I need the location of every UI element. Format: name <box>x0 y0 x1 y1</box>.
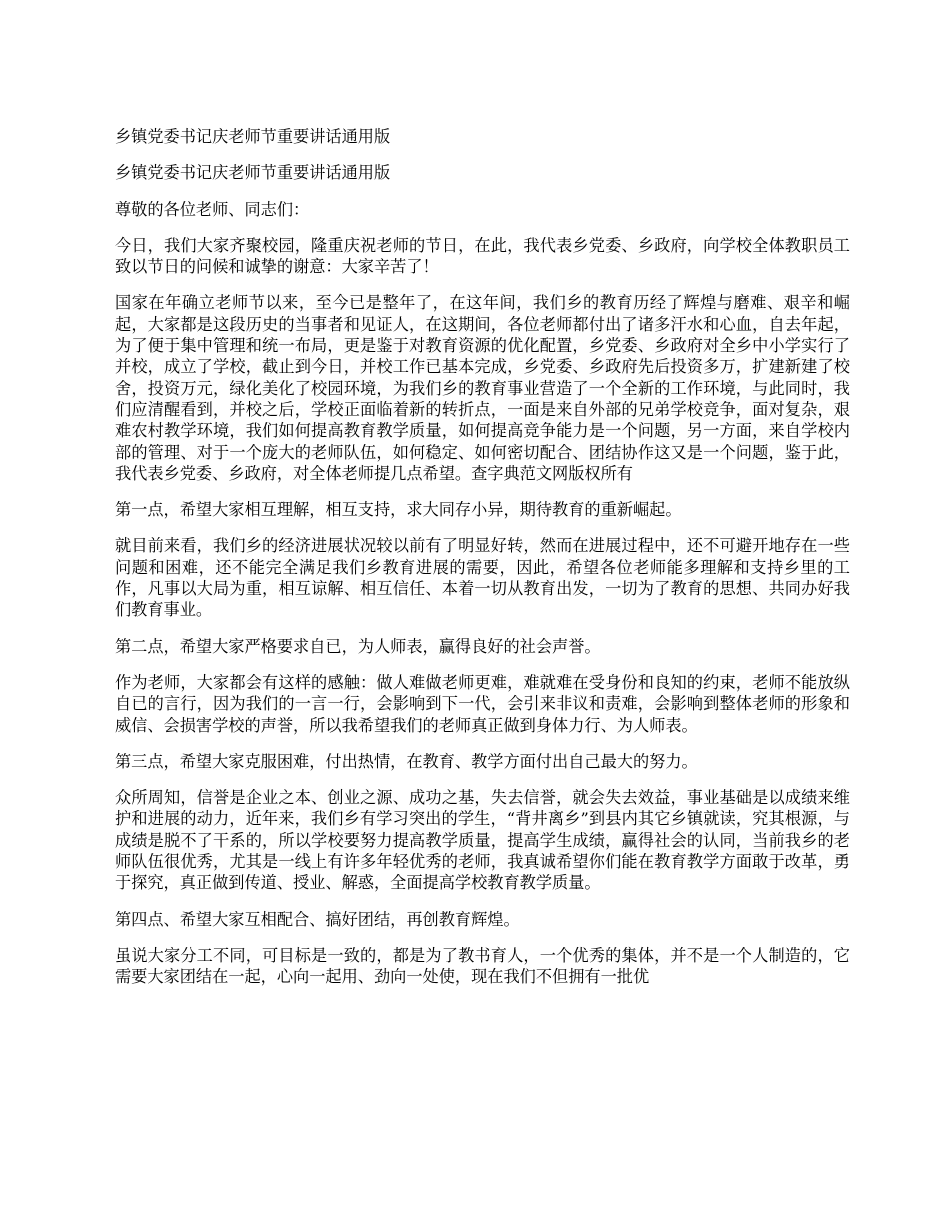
paragraph-opening: 今日，我们大家齐聚校园，隆重庆祝老师的节日，在此，我代表乡党委、乡政府，向学校全体教职员工致以节日的问候和诚挚的谢意：大家辛苦了！ <box>115 235 850 277</box>
point-four-heading: 第四点、希望大家互相配合、搞好团结，再创教育辉煌。 <box>115 909 520 929</box>
point-two-body: 作为老师，大家都会有这样的感触：做人难做老师更难，难就难在受身份和良知的约束，老师不能放纵自已的言行，因为我们的一言一行，会影响到下一代，会引来非议和责难，会影响到整体老师的形象和威信、会损害学校的声誉，所以我希望我们的老师真正做到身体力行、为人师表。 <box>115 672 850 735</box>
greeting: 尊敬的各位老师、同志们： <box>115 199 310 219</box>
paragraph-background: 国家在年确立老师节以来，至今已是整年了，在这年间，我们乡的教育历经了辉煌与磨难、艰辛和崛起，大家都是这段历史的当事者和见证人，在这期间，各位老师都付出了诸多汗水和心血，自去年起，为了便于集中管理和统一布局，更是鉴于对教育资源的优化配置，乡党委、乡政府对全乡中小学实行了并校，成立了学校，截止到今日，并校工作已基本完成，乡党委、乡政府先后投资多万，扩建新建了校舍，投资万元，绿化美化了校园环境，为我们乡的教育事业营造了一个全新的工作环境，与此同时，我们应清醒看到，并校之后，学校正面临着新的转折点，一面是来自外部的兄弟学校竞争，面对复杂，艰难农村教学环境，我们如何提高教育教学质量，如何提高竞争能力是一个问题，另一方面，来自学校内部的管理、对于一个庞大的老师队伍，如何稳定、如何密切配合、团结协作这又是一个问题，鉴于此，我代表乡党委、乡政府，对全体老师提几点希望。查字典范文网版权所有 <box>115 293 850 483</box>
point-three-body: 众所周知，信誉是企业之本、创业之源、成功之基，失去信誉，就会失去效益，事业基础是以成绩来维护和进展的动力，近年来，我们乡有学习突出的学生，“背井离乡”到县内其它乡镇就读，究其根源，与成绩是脱不了干系的，所以学校要努力提高教学质量，提高学生成绩，赢得社会的认同，当前我乡的老师队伍很优秀，尤其是一线上有许多年轻优秀的老师，我真诚希望你们能在教育教学方面敢于改革，勇于探究，真正做到传道、授业、解惑，全面提高学校教育教学质量。 <box>115 788 850 893</box>
point-one-body: 就目前来看，我们乡的经济进展状况较以前有了明显好转，然而在进展过程中，还不可避开地存在一些问题和困难，还不能完全满足我们乡教育进展的需要，因此，希望各位老师能多理解和支持乡里的工作，凡事以大局为重，相互谅解、相互信任、本着一切从教育出发，一切为了教育的思想、共同办好我们教育事业。 <box>115 536 850 620</box>
point-four-body: 虽说大家分工不同，可目标是一致的，都是为了教书育人，一个优秀的集体，并不是一个人制造的，它需要大家团结在一起，心向一起用、劲向一处使，现在我们不但拥有一批优 <box>115 945 850 987</box>
point-one-heading: 第一点，希望大家相互理解，相互支持，求大同存小异，期待教育的重新崛起。 <box>115 500 682 520</box>
point-two-heading: 第二点，希望大家严格要求自已，为人师表，赢得良好的社会声誉。 <box>115 636 601 656</box>
document-title: 乡镇党委书记庆老师节重要讲话通用版 <box>115 127 391 146</box>
point-three-heading: 第三点，希望大家克服困难，付出热情，在教育、教学方面付出自己最大的努力。 <box>115 751 698 771</box>
document-page <box>115 126 850 1003</box>
document-subtitle: 乡镇党委书记庆老师节重要讲话通用版 <box>115 163 391 183</box>
